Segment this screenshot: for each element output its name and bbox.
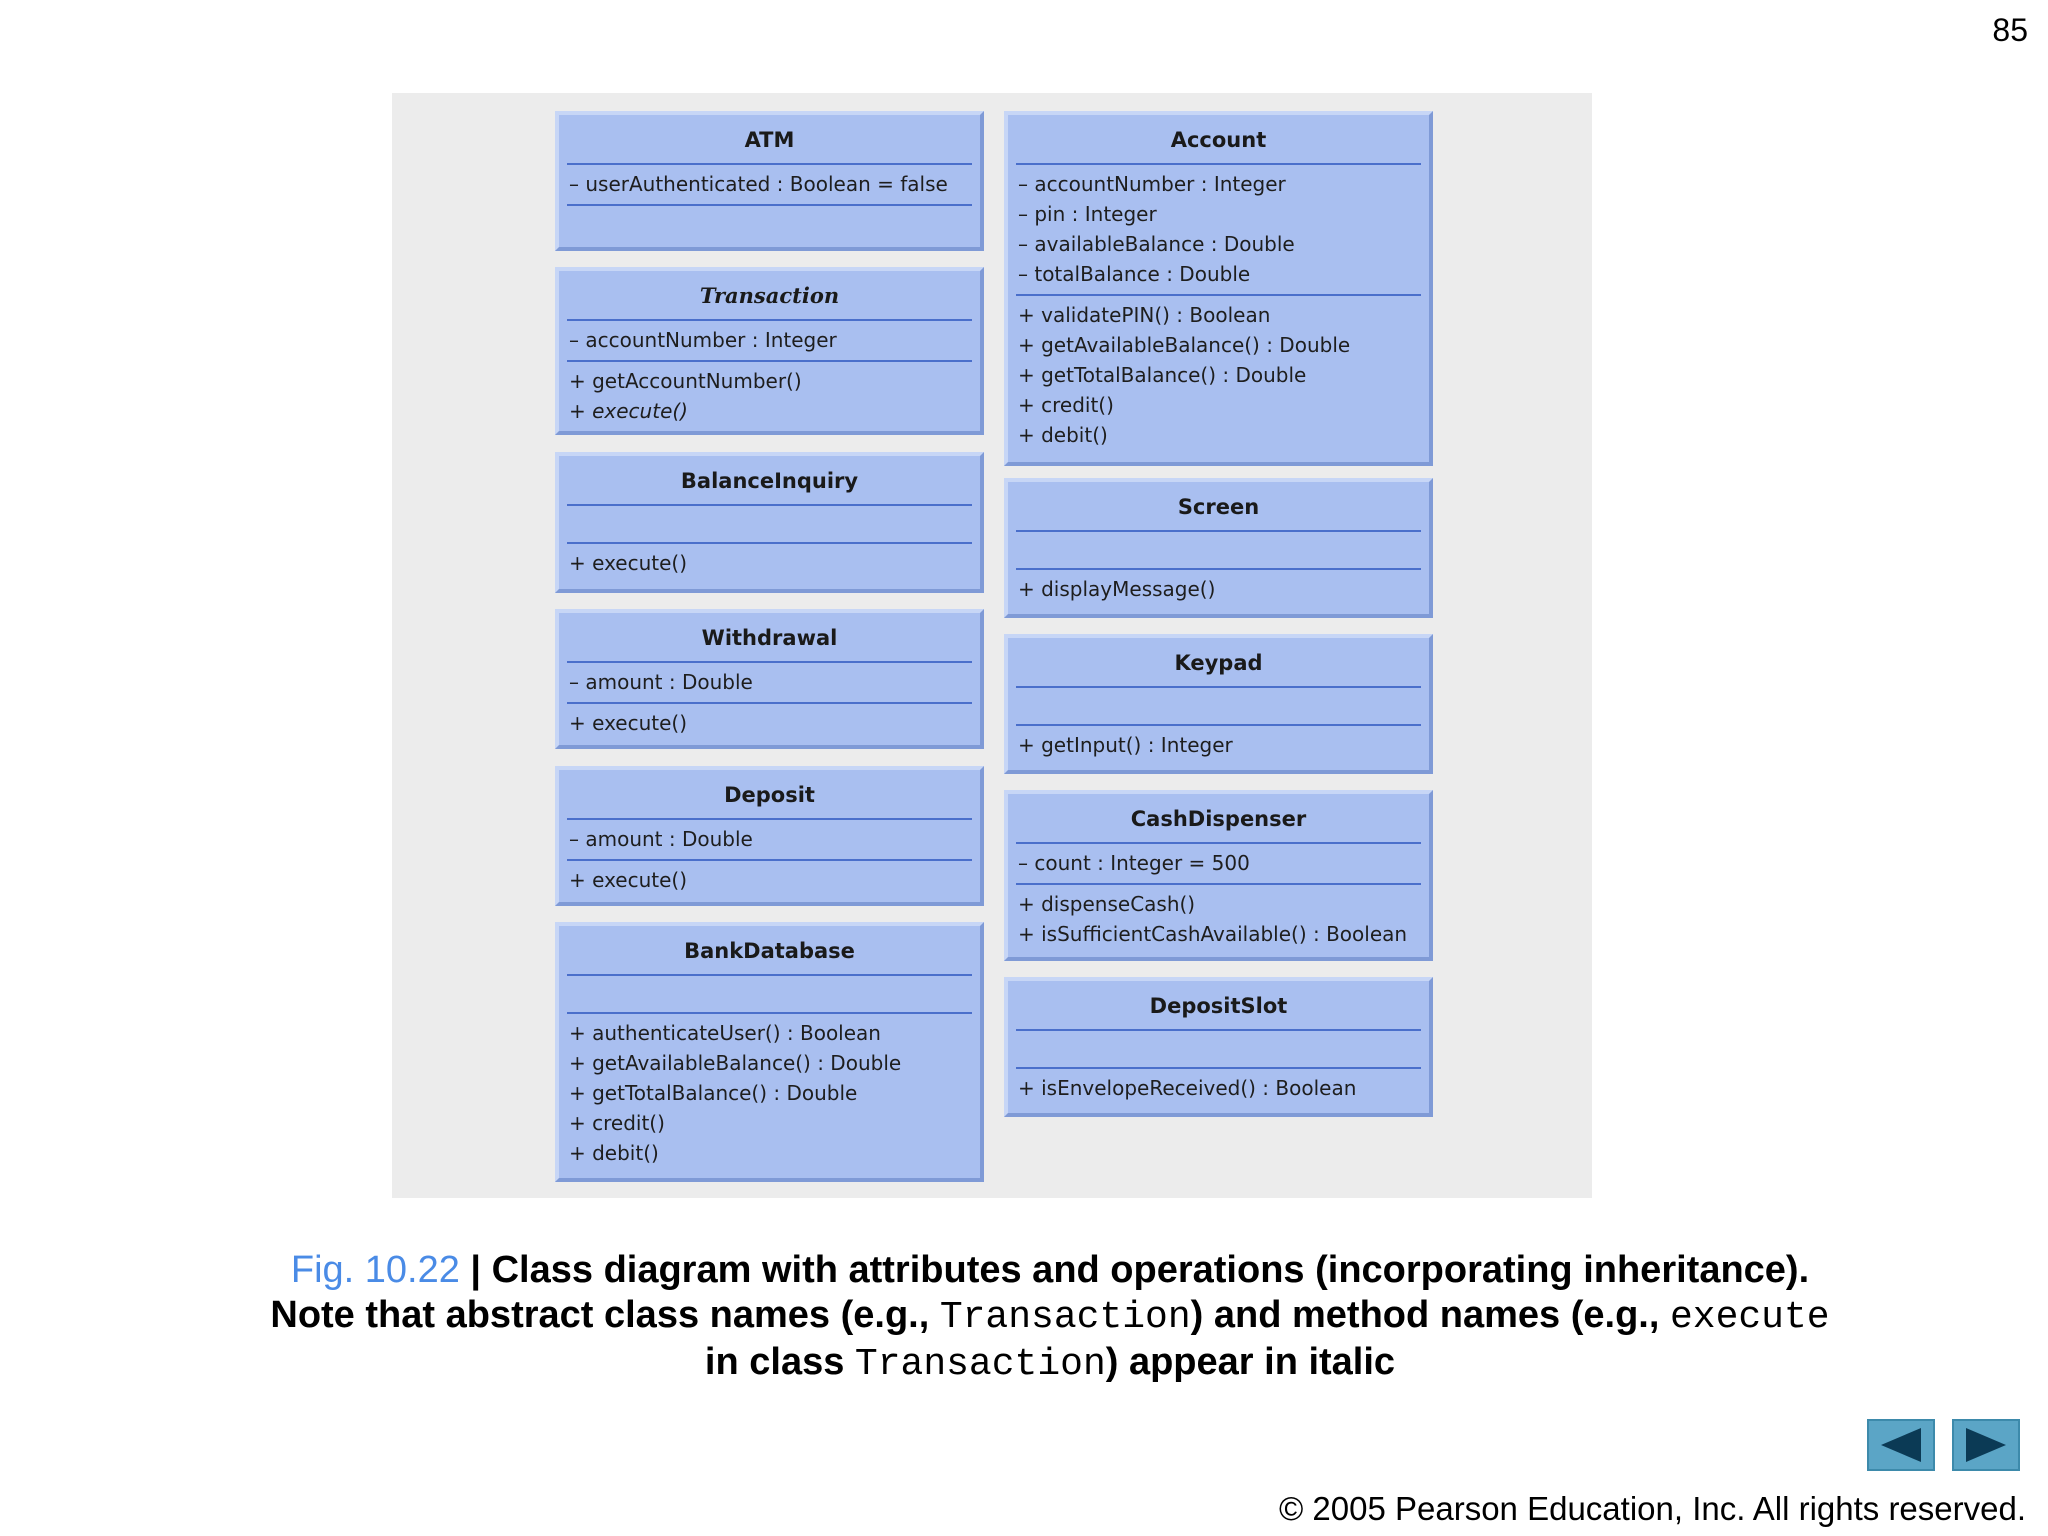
attribute: – userAuthenticated : Boolean = false [569, 172, 948, 196]
operations-compartment [567, 206, 972, 234]
operation: + getTotalBalance() : Double [1018, 363, 1307, 387]
operation: + isSufficientCashAvailable() : Boolean [1018, 922, 1408, 946]
operation: + execute() [569, 551, 688, 575]
operation: + credit() [1018, 393, 1114, 417]
triangle-left-icon [1879, 1426, 1923, 1464]
operations-compartment [567, 362, 972, 431]
operation: + isEnvelopeReceived() : Boolean [1018, 1076, 1357, 1100]
operation: + validatePIN() : Boolean [1018, 303, 1271, 327]
operation: + dispenseCash() [1018, 892, 1196, 916]
operations-compartment [567, 1014, 972, 1173]
operation: + getAvailableBalance() : Double [569, 1051, 902, 1075]
class-name: ATM [567, 115, 972, 165]
copyright-notice: © 2005 Pearson Education, Inc. All rights reserved. [1278, 1490, 2026, 1527]
caption-text-2: ) and method names (e.g., [1190, 1294, 1670, 1336]
operations-compartment [1016, 726, 1421, 765]
attributes-compartment [1016, 1031, 1421, 1069]
operations-compartment [1016, 885, 1421, 954]
class-keypad [1004, 634, 1433, 774]
class-name: DepositSlot [1016, 981, 1421, 1031]
operation: + getAccountNumber() [569, 369, 802, 393]
class-name: BalanceInquiry [567, 456, 972, 506]
caption-code-1: Transaction [939, 1296, 1191, 1339]
attribute: – totalBalance : Double [1018, 262, 1251, 286]
class-name: Keypad [1016, 638, 1421, 688]
operation: + debit() [569, 1141, 659, 1165]
class-name: BankDatabase [567, 926, 972, 976]
attribute: – amount : Double [569, 670, 753, 694]
class-name: Transaction [567, 271, 972, 321]
operation: + credit() [569, 1111, 665, 1135]
attributes-compartment [567, 321, 972, 362]
class-transaction [555, 267, 984, 435]
class-cashdispenser [1004, 790, 1433, 961]
class-atm [555, 111, 984, 251]
attribute: – accountNumber : Integer [1018, 172, 1286, 196]
class-bankdatabase [555, 922, 984, 1182]
attributes-compartment [567, 506, 972, 544]
operations-compartment [1016, 570, 1421, 609]
attribute: – amount : Double [569, 827, 753, 851]
class-name: CashDispenser [1016, 794, 1421, 844]
class-balanceinquiry [555, 452, 984, 593]
operations-compartment [567, 861, 972, 900]
operations-compartment [1016, 1069, 1421, 1108]
class-depositslot [1004, 977, 1433, 1117]
attributes-compartment [1016, 532, 1421, 570]
figure-panel [392, 93, 1592, 1198]
caption-code-2: execute [1669, 1296, 1830, 1339]
attribute: – availableBalance : Double [1018, 232, 1295, 256]
triangle-right-icon [1964, 1426, 2008, 1464]
class-screen [1004, 478, 1433, 618]
attribute: – count : Integer = 500 [1018, 851, 1250, 875]
figure-label: Fig. 10.22 [290, 1249, 460, 1291]
attribute: – accountNumber : Integer [569, 328, 837, 352]
operation: + execute() [569, 711, 688, 735]
next-slide-button[interactable] [1952, 1419, 2020, 1471]
operation: + debit() [1018, 423, 1108, 447]
operation: + getTotalBalance() : Double [569, 1081, 858, 1105]
caption-code-3: Transaction [854, 1343, 1106, 1386]
class-name: Screen [1016, 482, 1421, 532]
class-name: Deposit [567, 770, 972, 820]
attributes-compartment [567, 663, 972, 704]
operation: + displayMessage() [1018, 577, 1216, 601]
caption-text-4: ) appear in italic [1105, 1341, 1396, 1383]
class-withdrawal [555, 609, 984, 749]
operations-compartment [1016, 296, 1421, 455]
caption-text-3: in class [704, 1341, 855, 1383]
attribute: – pin : Integer [1018, 202, 1157, 226]
prev-slide-button[interactable] [1867, 1419, 1935, 1471]
attributes-compartment [1016, 165, 1421, 296]
operation: + authenticateUser() : Boolean [569, 1021, 881, 1045]
class-name: Account [1016, 115, 1421, 165]
attributes-compartment [567, 976, 972, 1014]
operation: + execute() [569, 868, 688, 892]
attributes-compartment [567, 165, 972, 206]
caption-separator: | [459, 1249, 492, 1291]
page-number: 85 [1992, 12, 2028, 48]
class-name: Withdrawal [567, 613, 972, 663]
operation: + getAvailableBalance() : Double [1018, 333, 1351, 357]
operation-abstract: + execute() [569, 399, 688, 423]
class-deposit [555, 766, 984, 906]
attributes-compartment [567, 820, 972, 861]
class-account [1004, 111, 1433, 466]
caption-text-1: Class diagram with attributes and operations (incorporating inheritance). Note that abstract class names (e.g., [270, 1249, 1810, 1336]
figure-caption [250, 1248, 1850, 1387]
operation: + getInput() : Integer [1018, 733, 1233, 757]
operations-compartment [567, 704, 972, 743]
attributes-compartment [1016, 844, 1421, 885]
operations-compartment [567, 544, 972, 583]
attributes-compartment [1016, 688, 1421, 726]
